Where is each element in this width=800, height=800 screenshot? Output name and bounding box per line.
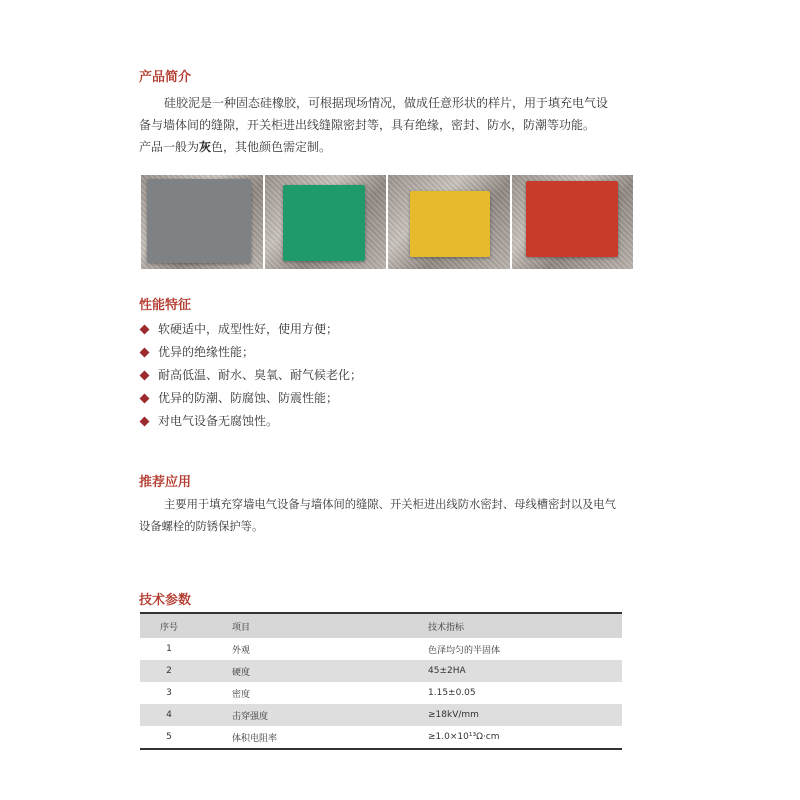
application-line-2: 设备螺栓的防锈保护等。 bbox=[139, 520, 264, 533]
col-header-item: 项目 bbox=[198, 613, 428, 638]
params-title: 技术参数 bbox=[139, 593, 192, 608]
diamond-bullet-icon bbox=[140, 325, 150, 335]
table-header-row bbox=[140, 613, 622, 638]
features-list bbox=[139, 318, 362, 433]
tile-gray bbox=[147, 179, 251, 263]
diamond-bullet-icon bbox=[140, 417, 150, 427]
application-text bbox=[139, 494, 659, 538]
application-title: 推荐应用 bbox=[139, 475, 192, 490]
swatch-photo-yellow bbox=[388, 175, 510, 269]
intro-title: 产品简介 bbox=[139, 70, 192, 85]
table-row: 4 击穿强度 ≥18kV/mm bbox=[140, 704, 622, 726]
diamond-bullet-icon bbox=[140, 394, 150, 404]
params-table bbox=[140, 612, 622, 750]
list-item: 优异的防潮、防腐蚀、防震性能； bbox=[139, 387, 362, 410]
col-header-no: 序号 bbox=[140, 613, 198, 638]
list-item: 优异的绝缘性能； bbox=[139, 341, 362, 364]
color-swatch-strip bbox=[141, 175, 633, 269]
col-header-spec: 技术指标 bbox=[428, 613, 622, 638]
color-accent: 灰 bbox=[199, 140, 212, 154]
intro-text bbox=[139, 92, 639, 158]
diamond-bullet-icon bbox=[140, 371, 150, 381]
table-row: 3 密度 1.15±0.05 bbox=[166, 688, 476, 700]
intro-line-1: 硅胶泥是一种固态硅橡胶，可根据现场情况，做成任意形状的样片，用于填充电气设 bbox=[164, 96, 609, 110]
tile-yellow bbox=[410, 191, 490, 257]
intro-line-2: 备与墙体间的缝隙，开关柜进出线缝隙密封等，具有绝缘，密封、防水，防潮等功能。 bbox=[139, 118, 596, 132]
list-item: 对电气设备无腐蚀性。 bbox=[139, 410, 362, 433]
intro-line-3: 产品一般为灰色，其他颜色需定制。 bbox=[139, 140, 332, 154]
features-title: 性能特征 bbox=[139, 298, 192, 313]
application-line-1: 主要用于填充穿墙电气设备与墙体间的缝隙、开关柜进出线防水密封、母线槽密封以及电气 bbox=[164, 498, 616, 511]
list-item: 耐高低温、耐水、臭氧、耐气候老化； bbox=[139, 364, 362, 387]
table-row: 1 外观 色泽均匀的半固体 bbox=[166, 644, 501, 656]
list-item: 软硬适中，成型性好，使用方便； bbox=[139, 318, 362, 341]
diamond-bullet-icon bbox=[140, 348, 150, 358]
table-row: 5 体积电阻率 ≥1.0×10¹³Ω·cm bbox=[140, 726, 622, 749]
swatch-photo-red bbox=[512, 175, 634, 269]
tile-green bbox=[283, 185, 365, 261]
swatch-photo-gray bbox=[141, 175, 263, 269]
table-row: 2 硬度 45±2HA bbox=[140, 660, 622, 682]
swatch-photo-green bbox=[265, 175, 387, 269]
tile-red bbox=[526, 181, 618, 257]
